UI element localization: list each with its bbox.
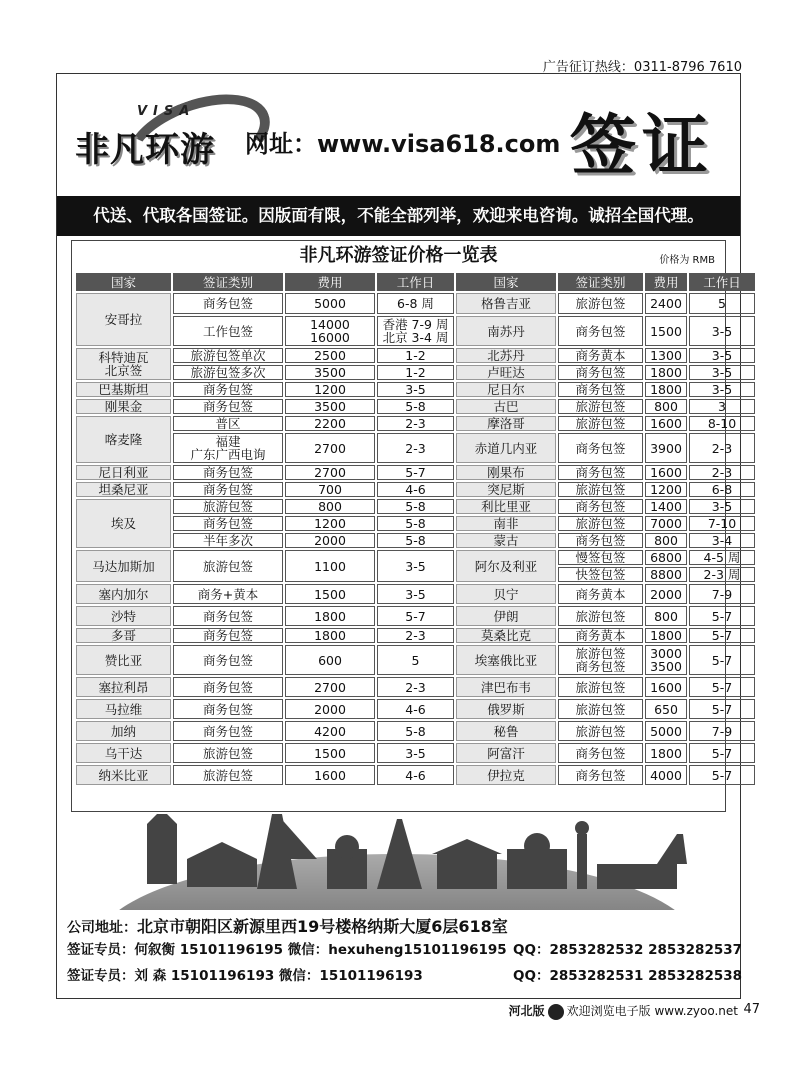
column-header: 签证类别 — [173, 273, 283, 291]
table-cell: 福建 广东广西电询 — [173, 433, 283, 463]
logo-visa-text: VISA — [137, 104, 196, 119]
landmark-silhouettes — [147, 814, 687, 889]
service-banner: 代送、代取各国签证。因版面有限，不能全部列举，欢迎来电咨询。诚招全国代理。 — [57, 196, 740, 236]
table-cell: 1500 — [645, 316, 687, 346]
table-cell: 4-5 周 — [689, 550, 755, 565]
table-row — [76, 482, 755, 497]
address-value: 北京市朝阳区新源里西19号楼格纳斯大厦6层618室 — [137, 917, 508, 936]
page-title: 签证 — [570, 107, 714, 184]
ad-hotline: 广告征订热线：0311-8796 7610 — [542, 60, 742, 75]
table-cell: 5-7 — [689, 628, 755, 643]
table-cell: 6800 — [645, 550, 687, 565]
table-row — [76, 516, 755, 531]
column-header: 国家 — [456, 273, 556, 291]
table-cell: 2000 — [285, 699, 375, 719]
table-cell: 2700 — [285, 465, 375, 480]
table-row — [76, 628, 755, 643]
table-row — [76, 316, 755, 346]
column-header: 费用 — [645, 273, 687, 291]
country-cell: 马拉维 — [76, 699, 171, 719]
table-row — [76, 348, 755, 363]
table-cell: 4-6 — [377, 699, 454, 719]
table-cell: 5-7 — [377, 465, 454, 480]
price-table-box — [71, 240, 741, 812]
table-cell: 2-3 — [377, 677, 454, 697]
table-cell: 商务包签 — [558, 743, 643, 763]
table-cell: 商务包签 — [558, 382, 643, 397]
table-cell: 1600 — [645, 416, 687, 431]
country-cell: 塞拉利昂 — [76, 677, 171, 697]
table-row — [76, 606, 755, 626]
table-cell: 商务包签 — [558, 365, 643, 380]
table-cell: 商务包签 — [558, 433, 643, 463]
table-cell: 2400 — [645, 293, 687, 314]
table-cell: 商务包签 — [173, 482, 283, 497]
country-cell: 蒙古 — [456, 533, 556, 548]
column-header: 工作日 — [377, 273, 454, 291]
table-cell: 商务包签 — [173, 721, 283, 741]
table-cell: 香港 7-9 周 北京 3-4 周 — [377, 316, 454, 346]
table-cell: 商务包签 — [558, 316, 643, 346]
contact-2-text: 签证专员：刘 森 15101196193 微信：15101196193 — [67, 968, 423, 984]
table-cell: 5-8 — [377, 533, 454, 548]
country-cell: 纳米比亚 — [76, 765, 171, 785]
table-cell: 商务包签 — [558, 533, 643, 548]
table-cell: 1400 — [645, 499, 687, 514]
price-table — [74, 271, 757, 787]
country-cell: 南非 — [456, 516, 556, 531]
table-cell: 3500 — [285, 399, 375, 414]
table-cell: 旅游包签 — [558, 606, 643, 626]
table-cell: 1200 — [285, 382, 375, 397]
table-cell: 1600 — [645, 465, 687, 480]
table-cell: 商务包签 — [558, 465, 643, 480]
table-cell: 1800 — [285, 628, 375, 643]
table-cell: 2000 — [285, 533, 375, 548]
table-cell: 5-8 — [377, 516, 454, 531]
country-cell: 多哥 — [76, 628, 171, 643]
country-cell: 摩洛哥 — [456, 416, 556, 431]
address-label: 公司地址： — [67, 920, 137, 936]
table-cell: 1200 — [645, 482, 687, 497]
country-cell: 巴基斯坦 — [76, 382, 171, 397]
table-cell: 2-3 — [689, 433, 755, 463]
table-cell: 旅游包签单次 — [173, 348, 283, 363]
table-cell: 6-8 周 — [377, 293, 454, 314]
table-cell: 4-6 — [377, 765, 454, 785]
table-cell: 慢签包签 — [558, 550, 643, 565]
price-unit: 价格为 RMB — [659, 255, 715, 266]
edition-text: 欢迎浏览电子版 www.zyoo.net — [566, 1004, 738, 1018]
table-cell: 4000 — [645, 765, 687, 785]
country-cell: 利比里亚 — [456, 499, 556, 514]
table-cell: 商务包签 — [173, 399, 283, 414]
table-row — [76, 699, 755, 719]
table-cell: 3-5 — [377, 550, 454, 582]
table-cell: 2-3 — [377, 628, 454, 643]
table-cell: 3-5 — [689, 499, 755, 514]
country-cell: 加纳 — [76, 721, 171, 741]
table-cell: 5-7 — [689, 645, 755, 675]
table-header-row — [76, 273, 755, 291]
country-cell: 阿富汗 — [456, 743, 556, 763]
table-cell: 7-9 — [689, 721, 755, 741]
table-cell: 2-3 — [377, 416, 454, 431]
contact-line-2 — [67, 964, 743, 984]
table-cell: 工作包签 — [173, 316, 283, 346]
table-cell: 5-7 — [689, 743, 755, 763]
country-cell: 卢旺达 — [456, 365, 556, 380]
table-cell: 旅游包签 — [173, 765, 283, 785]
table-cell: 7-9 — [689, 584, 755, 604]
table-cell: 1200 — [285, 516, 375, 531]
country-cell: 喀麦隆 — [76, 416, 171, 463]
country-cell: 俄罗斯 — [456, 699, 556, 719]
table-cell: 旅游包签 — [173, 550, 283, 582]
country-cell: 尼日尔 — [456, 382, 556, 397]
table-cell: 1500 — [285, 584, 375, 604]
table-row — [76, 743, 755, 763]
table-cell: 旅游包签 — [558, 416, 643, 431]
table-cell: 4200 — [285, 721, 375, 741]
table-cell: 3-5 — [377, 584, 454, 604]
table-cell: 商务包签 — [173, 699, 283, 719]
ad-frame — [56, 73, 741, 999]
country-cell: 坦桑尼亚 — [76, 482, 171, 497]
country-cell: 突尼斯 — [456, 482, 556, 497]
table-cell: 商务包签 — [173, 645, 283, 675]
table-cell: 2000 — [645, 584, 687, 604]
country-cell: 伊朗 — [456, 606, 556, 626]
table-cell: 商务黄本 — [558, 584, 643, 604]
table-cell: 3-5 — [377, 382, 454, 397]
table-cell: 3 — [689, 399, 755, 414]
table-cell: 2200 — [285, 416, 375, 431]
table-row — [76, 645, 755, 675]
table-cell: 快签包签 — [558, 567, 643, 582]
table-row — [76, 584, 755, 604]
table-cell: 3-5 — [377, 743, 454, 763]
table-cell: 半年多次 — [173, 533, 283, 548]
table-cell: 6-8 — [689, 482, 755, 497]
edition-line — [509, 1002, 738, 1020]
table-cell: 800 — [285, 499, 375, 514]
table-cell: 3000 3500 — [645, 645, 687, 675]
country-cell: 格鲁吉亚 — [456, 293, 556, 314]
table-row — [76, 465, 755, 480]
country-cell: 埃及 — [76, 499, 171, 548]
header — [57, 74, 740, 194]
table-cell: 3-4 — [689, 533, 755, 548]
table-row — [76, 433, 755, 463]
table-row — [76, 499, 755, 514]
country-cell: 伊拉克 — [456, 765, 556, 785]
table-row — [76, 765, 755, 785]
table-cell: 5 — [689, 293, 755, 314]
table-cell: 5000 — [645, 721, 687, 741]
table-cell: 5-7 — [689, 677, 755, 697]
country-cell: 赤道几内亚 — [456, 433, 556, 463]
table-row — [76, 416, 755, 431]
table-cell: 8800 — [645, 567, 687, 582]
table-cell: 1800 — [645, 743, 687, 763]
table-cell: 650 — [645, 699, 687, 719]
table-cell: 1800 — [645, 382, 687, 397]
table-cell: 商务包签 — [558, 499, 643, 514]
column-header: 费用 — [285, 273, 375, 291]
table-cell: 商务包签 — [173, 293, 283, 314]
table-cell: 旅游包签 — [558, 399, 643, 414]
table-cell: 3-5 — [689, 382, 755, 397]
country-cell: 刚果金 — [76, 399, 171, 414]
table-cell: 旅游包签 — [558, 516, 643, 531]
table-cell: 3-5 — [689, 316, 755, 346]
table-cell: 3-5 — [689, 365, 755, 380]
table-cell: 1600 — [645, 677, 687, 697]
table-cell: 1-2 — [377, 365, 454, 380]
table-cell: 旅游包签 — [558, 677, 643, 697]
table-cell: 7-10 — [689, 516, 755, 531]
contact-1-text: 签证专员：何叙衡 15101196195 微信：hexuheng15101196195 — [67, 942, 507, 958]
table-row — [76, 721, 755, 741]
country-cell: 津巴布韦 — [456, 677, 556, 697]
magazine-logo-icon — [548, 1004, 564, 1020]
table-cell: 1600 — [285, 765, 375, 785]
table-cell: 1500 — [285, 743, 375, 763]
table-cell: 600 — [285, 645, 375, 675]
table-cell: 1300 — [645, 348, 687, 363]
table-cell: 3900 — [645, 433, 687, 463]
table-cell: 1800 — [645, 365, 687, 380]
table-cell: 2700 — [285, 677, 375, 697]
country-cell: 莫桑比克 — [456, 628, 556, 643]
table-cell: 5-8 — [377, 721, 454, 741]
table-row — [76, 365, 755, 380]
table-cell: 5-7 — [377, 606, 454, 626]
contact-line-1 — [67, 938, 743, 958]
table-cell: 800 — [645, 606, 687, 626]
table-cell: 5-7 — [689, 699, 755, 719]
table-cell: 商务包签 — [558, 765, 643, 785]
table-cell: 旅游包签 — [558, 482, 643, 497]
contact-2-qq: QQ：2853282531 2853282538 — [513, 968, 743, 984]
table-cell: 旅游包签多次 — [173, 365, 283, 380]
table-row — [76, 399, 755, 414]
table-cell: 14000 16000 — [285, 316, 375, 346]
column-header: 签证类别 — [558, 273, 643, 291]
table-title: 非凡环游签证价格一览表 — [299, 245, 498, 266]
table-cell: 旅游包签 商务包签 — [558, 645, 643, 675]
table-cell: 普区 — [173, 416, 283, 431]
world-landmarks-illustration — [77, 814, 717, 910]
table-row — [76, 382, 755, 397]
table-cell: 5 — [377, 645, 454, 675]
table-cell: 5-8 — [377, 499, 454, 514]
website-url: 网址：www.visa618.com — [245, 130, 561, 158]
table-cell: 商务包签 — [173, 606, 283, 626]
table-cell: 商务包签 — [173, 516, 283, 531]
country-cell: 乌干达 — [76, 743, 171, 763]
table-cell: 2-3 周 — [689, 567, 755, 582]
table-cell: 商务黄本 — [558, 628, 643, 643]
table-cell: 5-7 — [689, 765, 755, 785]
country-cell: 塞内加尔 — [76, 584, 171, 604]
table-cell: 商务包签 — [173, 382, 283, 397]
column-header: 工作日 — [689, 273, 755, 291]
table-cell: 1800 — [645, 628, 687, 643]
table-cell: 3-5 — [689, 348, 755, 363]
country-cell: 阿尔及利亚 — [456, 550, 556, 582]
country-cell: 尼日利亚 — [76, 465, 171, 480]
table-cell: 800 — [645, 399, 687, 414]
edition-label: 河北版 — [508, 1004, 545, 1018]
country-cell: 赞比亚 — [76, 645, 171, 675]
table-cell: 5-7 — [689, 606, 755, 626]
page-number: 47 — [743, 1002, 760, 1017]
table-cell: 3500 — [285, 365, 375, 380]
table-cell: 8-10 — [689, 416, 755, 431]
country-cell: 古巴 — [456, 399, 556, 414]
table-cell: 旅游包签 — [558, 293, 643, 314]
table-cell: 7000 — [645, 516, 687, 531]
table-cell: 商务包签 — [173, 677, 283, 697]
table-cell: 2700 — [285, 433, 375, 463]
table-cell: 700 — [285, 482, 375, 497]
table-cell: 2-3 — [689, 465, 755, 480]
country-cell: 埃塞俄比亚 — [456, 645, 556, 675]
table-cell: 5000 — [285, 293, 375, 314]
country-cell: 科特迪瓦 北京签 — [76, 348, 171, 380]
address-line — [67, 914, 508, 937]
table-cell: 2-3 — [377, 433, 454, 463]
country-cell: 北苏丹 — [456, 348, 556, 363]
table-cell: 2500 — [285, 348, 375, 363]
table-cell: 1100 — [285, 550, 375, 582]
table-row — [76, 677, 755, 697]
column-header: 国家 — [76, 273, 171, 291]
country-cell: 安哥拉 — [76, 293, 171, 346]
brand-name: 非凡环游 — [75, 130, 215, 170]
country-cell: 马达加斯加 — [76, 550, 171, 582]
table-cell: 旅游包签 — [173, 499, 283, 514]
country-cell: 沙特 — [76, 606, 171, 626]
contact-1-qq: QQ：2853282532 2853282537 — [513, 942, 743, 958]
table-cell: 800 — [645, 533, 687, 548]
table-cell: 1-2 — [377, 348, 454, 363]
table-cell: 商务+黄本 — [173, 584, 283, 604]
table-cell: 5-8 — [377, 399, 454, 414]
table-cell: 商务包签 — [173, 628, 283, 643]
table-cell: 1800 — [285, 606, 375, 626]
country-cell: 贝宁 — [456, 584, 556, 604]
table-cell: 旅游包签 — [558, 699, 643, 719]
table-cell: 4-6 — [377, 482, 454, 497]
table-cell: 商务黄本 — [558, 348, 643, 363]
table-row — [76, 293, 755, 314]
table-cell: 旅游包签 — [558, 721, 643, 741]
country-cell: 刚果布 — [456, 465, 556, 480]
table-cell: 旅游包签 — [173, 743, 283, 763]
table-cell: 商务包签 — [173, 465, 283, 480]
table-row — [76, 550, 755, 565]
table-row — [76, 533, 755, 548]
country-cell: 秘鲁 — [456, 721, 556, 741]
country-cell: 南苏丹 — [456, 316, 556, 346]
